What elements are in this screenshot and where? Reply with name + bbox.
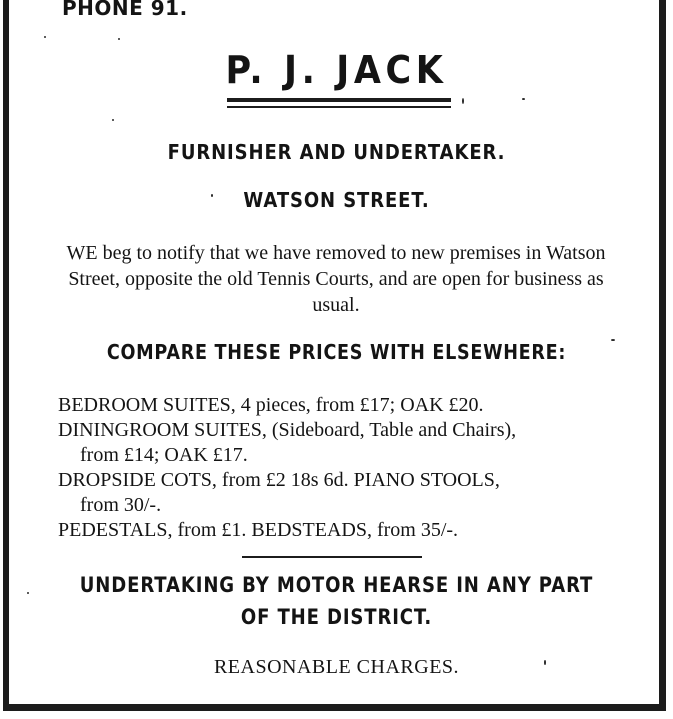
print-speck <box>211 194 213 197</box>
street-heading: WATSON STREET. <box>243 188 430 212</box>
section-divider <box>242 556 422 558</box>
print-speck <box>27 592 29 594</box>
name-underline-thick <box>227 98 451 102</box>
relocation-notice: WE beg to notify that we have removed to new premises in Watson Street, opposite the old Tennis Courts, and are open for business as usual. <box>66 242 606 316</box>
price-line <box>58 418 618 443</box>
print-speck <box>544 660 546 665</box>
hearse-heading-line-1: UNDERTAKING BY MOTOR HEARSE IN ANY PART <box>79 573 594 597</box>
trade-heading: FURNISHER AND UNDERTAKER. <box>167 140 506 164</box>
name-underline-thin <box>227 106 451 108</box>
border-left <box>3 0 9 711</box>
business-name: P. J. JACK <box>225 48 448 92</box>
border-right <box>659 0 666 711</box>
print-speck <box>112 119 114 121</box>
price-line: from 30/-. <box>80 494 162 516</box>
compare-heading: COMPARE THESE PRICES WITH ELSEWHERE: <box>106 340 567 364</box>
price-line: from £14; OAK £17. <box>80 444 248 466</box>
print-speck <box>462 98 464 104</box>
price-list <box>58 393 618 543</box>
print-speck <box>44 36 46 38</box>
price-line: BEDROOM SUITES, 4 pieces, from £17; OAK £20. <box>58 394 484 416</box>
print-speck <box>522 98 525 100</box>
phone-number: PHONE 91. <box>62 0 188 20</box>
print-speck <box>118 38 120 40</box>
price-line-text: DININGROOM SUITES, (Sideboard, Table and Chairs), <box>58 419 517 441</box>
border-bottom <box>3 704 666 711</box>
charges-line: REASONABLE CHARGES. <box>213 656 460 678</box>
hearse-heading-line-2: OF THE DISTRICT. <box>240 605 433 629</box>
price-line: PEDESTALS, from £1. BEDSTEADS, from 35/-. <box>58 519 459 541</box>
price-line: DROPSIDE COTS, from £2 18s 6d. PIANO STOOLS, <box>58 469 500 491</box>
print-speck <box>611 339 615 341</box>
